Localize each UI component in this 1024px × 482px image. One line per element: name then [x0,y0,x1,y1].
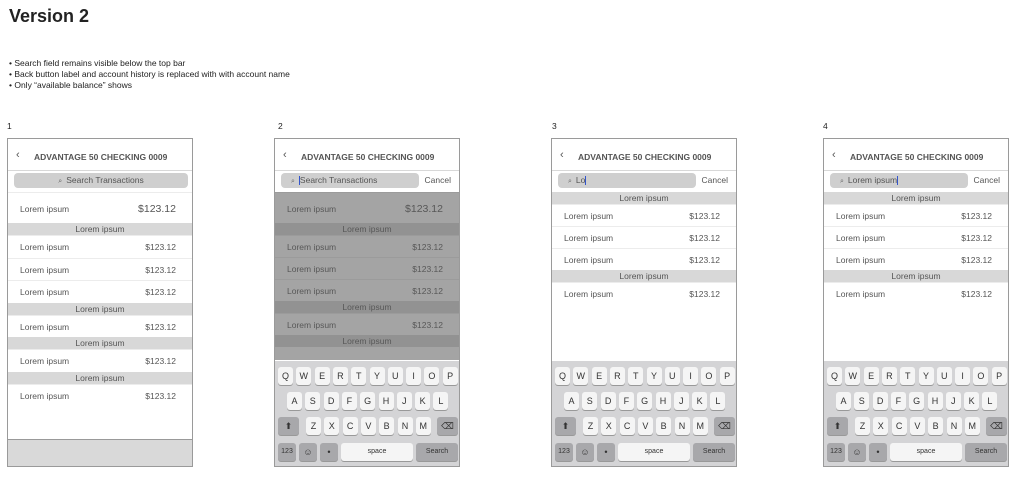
account-title: ADVANTAGE 50 CHECKING 0009 [850,152,984,162]
key-n[interactable]: N [675,417,690,435]
transaction-amount: $123.12 [689,233,720,243]
search-placeholder: Search Transactions [66,175,144,185]
shift-icon[interactable]: ⬆ [278,417,299,435]
transaction-amount: $123.12 [138,203,176,215]
key-p[interactable]: P [992,367,1007,385]
key-r[interactable]: R [333,367,348,385]
account-title: ADVANTAGE 50 CHECKING 0009 [301,152,435,162]
emoji-icon[interactable]: ☺ [576,443,594,461]
transaction-label: Lorem ipsum [564,211,614,221]
key-x[interactable]: X [873,417,888,435]
section-header: Lorem ipsum [8,223,192,235]
search-value: Lo [575,175,586,185]
key-u[interactable]: U [665,367,680,385]
search-row [552,171,736,191]
bottom-bar [8,439,192,466]
key-q[interactable]: Q [278,367,293,385]
section-header: Lorem ipsum [824,270,1008,282]
chevron-left-icon[interactable]: ‹ [832,149,836,161]
key-o[interactable]: O [424,367,439,385]
key-h[interactable]: H [379,392,394,410]
magnifier-icon: ⌕ [291,178,295,185]
transaction-label: Lorem ipsum [564,255,614,265]
transaction-list [8,192,192,406]
top-bar [552,139,736,171]
transaction-row[interactable] [8,280,192,303]
key-r[interactable]: R [882,367,897,385]
transaction-amount: $123.12 [145,390,176,401]
search-row [275,171,459,191]
key-j[interactable]: J [946,392,961,410]
transaction-amount: $123.12 [961,233,992,243]
chevron-left-icon[interactable]: ‹ [560,149,564,161]
key-y[interactable]: Y [647,367,662,385]
transaction-label: Lorem ipsum [836,255,886,265]
key-g[interactable]: G [637,392,652,410]
numbers-key[interactable]: 123 [827,443,845,461]
key-j[interactable]: J [397,392,412,410]
keyboard [552,361,736,467]
keyboard [824,361,1008,467]
transaction-label: Lorem ipsum [20,264,70,275]
key-v[interactable]: V [361,417,376,435]
key-a[interactable]: A [836,392,851,410]
key-s[interactable]: S [854,392,869,410]
text-cursor [585,176,586,185]
transaction-label: Lorem ipsum [20,204,70,214]
cancel-button[interactable]: Cancel [424,175,451,185]
transaction-label: Lorem ipsum [20,321,70,332]
screen-number: 1 [7,121,12,131]
transaction-amount: $123.12 [961,211,992,221]
transaction-amount: $123.12 [961,255,992,265]
search-key[interactable]: Search [693,443,735,461]
key-b[interactable]: B [379,417,394,435]
search-row [824,171,1008,191]
key-g[interactable]: G [909,392,924,410]
transaction-label: Lorem ipsum [564,233,614,243]
key-e[interactable]: E [315,367,330,385]
key-n[interactable]: N [398,417,413,435]
transaction-row[interactable] [824,248,1008,270]
transaction-label: Lorem ipsum [836,211,886,221]
key-w[interactable]: W [296,367,311,385]
magnifier-icon: ⌕ [568,178,572,185]
key-u[interactable]: U [388,367,403,385]
key-m[interactable]: M [693,417,708,435]
microphone-icon[interactable]: • [597,443,615,461]
search-key[interactable]: Search [965,443,1007,461]
search-key[interactable]: Search [416,443,458,461]
key-m[interactable]: M [965,417,980,435]
transaction-row[interactable] [824,282,1008,304]
key-d[interactable]: D [873,392,888,410]
top-bar [8,139,192,171]
transaction-amount: $123.12 [145,321,176,332]
key-c[interactable]: C [892,417,907,435]
transaction-row[interactable] [8,349,192,372]
transaction-label: Lorem ipsum [20,390,70,401]
key-e[interactable]: E [864,367,879,385]
key-i[interactable]: I [683,367,698,385]
key-a[interactable]: A [287,392,302,410]
section-header: Lorem ipsum [824,192,1008,204]
key-p[interactable]: P [443,367,458,385]
key-d[interactable]: D [601,392,616,410]
transaction-label: Lorem ipsum [20,242,70,252]
transaction-label: Lorem ipsum [564,289,614,299]
transaction-list [824,192,1008,304]
key-y[interactable]: Y [370,367,385,385]
microphone-icon[interactable]: • [869,443,887,461]
phone-screen [823,138,1009,467]
transaction-amount: $123.12 [689,289,720,299]
search-input[interactable] [558,173,696,188]
key-b[interactable]: B [656,417,671,435]
key-f[interactable]: F [891,392,906,410]
key-i[interactable]: I [955,367,970,385]
key-s[interactable]: S [305,392,320,410]
key-o[interactable]: O [701,367,716,385]
dimmed-overlay[interactable] [275,192,459,360]
section-header: Lorem ipsum [8,372,192,384]
key-i[interactable]: I [406,367,421,385]
key-l[interactable]: L [710,392,725,410]
key-x[interactable]: X [324,417,339,435]
transaction-amount: $123.12 [145,287,176,297]
magnifier-icon: ⌕ [840,178,844,185]
text-cursor [897,176,898,185]
transaction-row[interactable] [8,315,192,338]
account-title: ADVANTAGE 50 CHECKING 0009 [578,152,712,162]
key-d[interactable]: D [324,392,339,410]
section-header: Lorem ipsum [8,303,192,315]
key-g[interactable]: G [360,392,375,410]
transaction-amount: $123.12 [145,356,176,366]
transaction-amount: $123.12 [145,242,176,252]
magnifier-icon: ⌕ [58,178,63,185]
search-value: Lorem ipsum [847,175,898,185]
phone-screen [274,138,460,467]
note-item: • Search field remains visible below the top bar [9,58,290,69]
key-q[interactable]: Q [555,367,570,385]
search-input[interactable] [281,173,419,188]
key-c[interactable]: C [343,417,358,435]
key-j[interactable]: J [674,392,689,410]
page-title: Version 2 [9,6,90,26]
key-k[interactable]: K [415,392,430,410]
transaction-row[interactable] [552,248,736,270]
key-v[interactable]: V [910,417,925,435]
transaction-row[interactable] [552,204,736,226]
backspace-icon[interactable]: ⌫ [714,417,735,435]
account-title: ADVANTAGE 50 CHECKING 0009 [34,152,168,162]
transaction-label: Lorem ipsum [836,289,886,299]
key-f[interactable]: F [342,392,357,410]
transaction-amount: $123.12 [689,255,720,265]
screen-number: 4 [823,121,828,131]
key-w[interactable]: W [845,367,860,385]
key-t[interactable]: T [628,367,643,385]
emoji-icon[interactable]: ☺ [299,443,317,461]
space-key[interactable]: space [890,443,962,461]
transaction-row[interactable] [8,384,192,407]
shift-icon[interactable]: ⬆ [827,417,848,435]
transaction-label: Lorem ipsum [836,233,886,243]
key-l[interactable]: L [982,392,997,410]
key-p[interactable]: P [720,367,735,385]
search-row [8,171,192,191]
key-e[interactable]: E [592,367,607,385]
transaction-row[interactable] [8,258,192,281]
section-header: Lorem ipsum [552,192,736,204]
emoji-icon[interactable]: ☺ [848,443,866,461]
transaction-row[interactable] [552,226,736,248]
numbers-key[interactable]: 123 [278,443,296,461]
key-y[interactable]: Y [919,367,934,385]
key-o[interactable]: O [973,367,988,385]
transaction-row[interactable] [8,192,192,223]
key-z[interactable]: Z [583,417,598,435]
shift-icon[interactable]: ⬆ [555,417,576,435]
space-key[interactable]: space [618,443,690,461]
phone-screen [7,138,193,467]
key-t[interactable]: T [351,367,366,385]
top-bar [824,139,1008,171]
phone-screen [551,138,737,467]
section-header: Lorem ipsum [552,270,736,282]
note-item: • Only “available balance” shows [9,80,290,91]
key-s[interactable]: S [582,392,597,410]
chevron-left-icon[interactable]: ‹ [16,149,20,161]
key-v[interactable]: V [638,417,653,435]
numbers-key[interactable]: 123 [555,443,573,461]
key-n[interactable]: N [947,417,962,435]
notes-list [9,58,290,91]
top-bar [275,139,459,171]
key-t[interactable]: T [900,367,915,385]
key-x[interactable]: X [601,417,616,435]
chevron-left-icon[interactable]: ‹ [283,149,287,161]
search-input[interactable] [14,173,188,188]
key-b[interactable]: B [928,417,943,435]
cancel-button[interactable]: Cancel [701,175,728,185]
space-key[interactable]: space [341,443,413,461]
note-item: • Back button label and account history is replaced with with account name [9,69,290,80]
transaction-amount: $123.12 [689,211,720,221]
transaction-row[interactable] [824,204,1008,226]
backspace-icon[interactable]: ⌫ [986,417,1007,435]
transaction-amount: $123.12 [961,289,992,299]
transaction-row[interactable] [824,226,1008,248]
transaction-label: Lorem ipsum [20,356,70,366]
key-a[interactable]: A [564,392,579,410]
key-f[interactable]: F [619,392,634,410]
key-m[interactable]: M [416,417,431,435]
transaction-row[interactable] [8,235,192,258]
screen-number: 3 [552,121,557,131]
key-r[interactable]: R [610,367,625,385]
transaction-list [552,192,736,304]
key-l[interactable]: L [433,392,448,410]
key-h[interactable]: H [656,392,671,410]
key-z[interactable]: Z [855,417,870,435]
search-input[interactable] [830,173,968,188]
key-w[interactable]: W [573,367,588,385]
section-header: Lorem ipsum [8,337,192,349]
screen-number: 2 [278,121,283,131]
key-z[interactable]: Z [306,417,321,435]
transaction-label: Lorem ipsum [20,287,70,297]
keyboard [275,361,459,467]
key-k[interactable]: K [964,392,979,410]
cancel-button[interactable]: Cancel [973,175,1000,185]
key-q[interactable]: Q [827,367,842,385]
backspace-icon[interactable]: ⌫ [437,417,458,435]
search-placeholder: Search Transactions [299,175,378,185]
key-k[interactable]: K [692,392,707,410]
key-h[interactable]: H [928,392,943,410]
key-u[interactable]: U [937,367,952,385]
transaction-amount: $123.12 [145,264,176,275]
transaction-row[interactable] [552,282,736,304]
key-c[interactable]: C [620,417,635,435]
microphone-icon[interactable]: • [320,443,338,461]
